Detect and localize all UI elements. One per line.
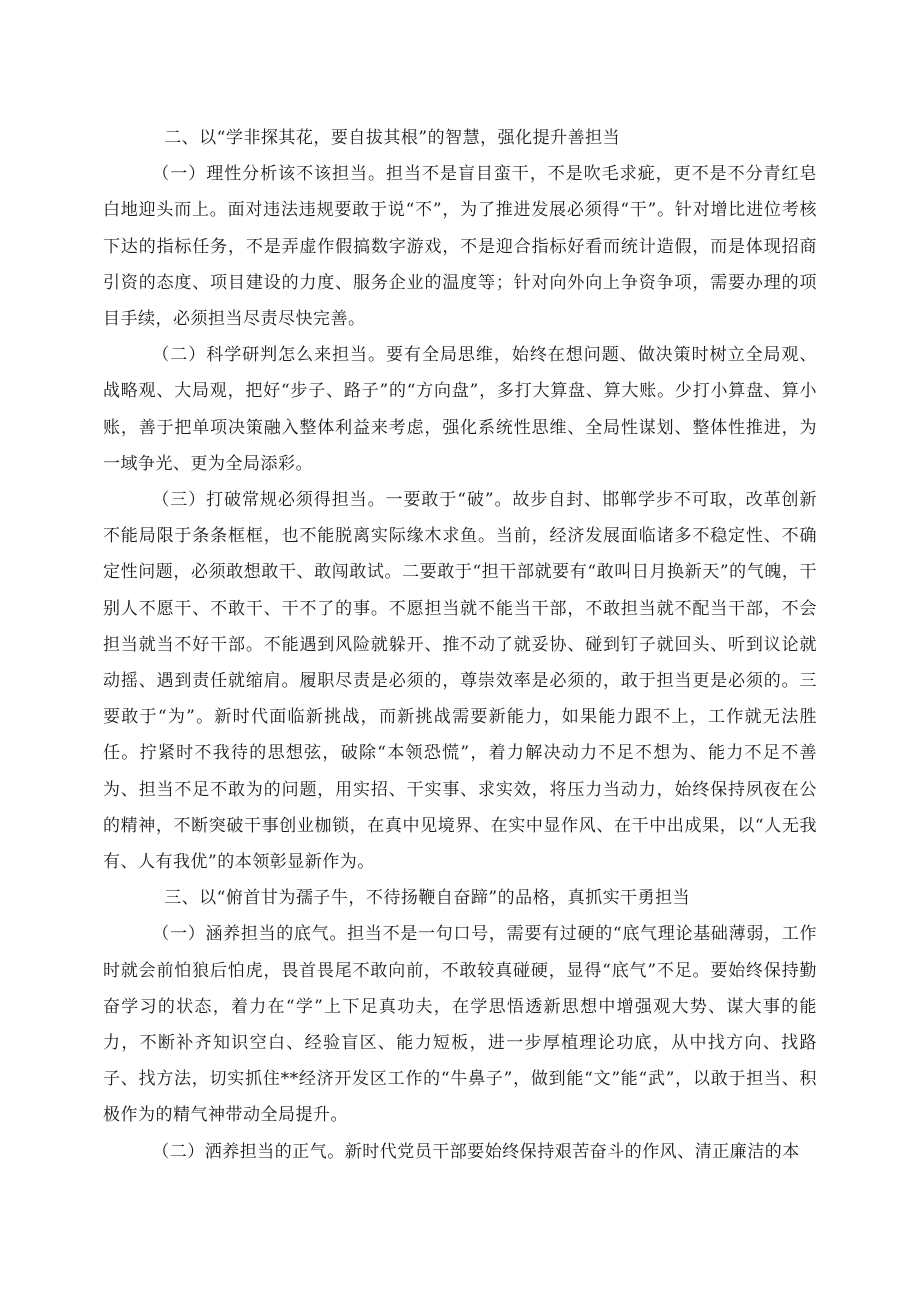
paragraph-2-3: （三）打破常规必须得担当。一要敢于“破”。故步自封、邯郸学步不可取，改革创新不能局限于条条框框，也不能脱离实际缘木求鱼。当前，经济发展面临诸多不稳定性、不确定性问题，必须敢想敢干、敢闯敢试。二要敢于“担干部就要有“敢叫日月换新天”的气魄，干别人不愿干、不敢干、干不了的事。不愿担当就不能当干部，不敢担当就不配当干部，不会担当就当不好干部。不能遇到风险就躲开、推不动了就妥协、碰到钉子就回头、听到议论就动摇、遇到责任就缩肩。履职尽责是必须的，尊崇效率是必须的，敢于担当更是必须的。三要敢于“为”。新时代面临新挑战，而新挑战需要新能力，如果能力跟不上，工作就无法胜任。拧紧时不我待的思想弦，破除“本领恐慌”，着力解决动力不足不想为、能力不足不善为、担当不足不敢为的问题，用实招、干实事、求实效，将压力当动力，始终保持夙夜在公的精神，不断突破干事创业枷锁，在真中见境界、在实中显作风、在干中出成果，以“人无我有、人有我优”的本领彰显新作为。 [103, 490, 817, 873]
paragraph-2-2: （二）科学研判怎么来担当。要有全局思维，始终在想问题、做决策时树立全局观、战略观、大局观，把好“步子、路子”的“方向盘”，多打大算盘、算大账。少打小算盘、算小账，善于把单项决策融入整体利益来考虑，强化系统性思维、全局性谋划、整体性推进，为一域争光、更为全局添彩。 [103, 345, 817, 474]
section-heading-3: 三、以“俯首甘为孺子牛，不待扬鞭自奋蹄”的品格，真抓实干勇担当 [164, 888, 691, 909]
section-heading-2: 二、以“学非探其花，要自拔其根”的智慧，强化提升善担当 [164, 128, 621, 148]
paragraph-3-2: （二）洒养担当的正气。新时代党员干部要始终保持艰苦奋斗的作风、清正廉洁的本 [152, 1141, 800, 1162]
paragraph-3-1: （一）涵养担当的底气。担当不是一句口号，需要有过硬的“底气理论基础薄弱，工作时就会前怕狼后怕虎，畏首畏尾不敢向前，不敢较真碰硬，显得“底气”不足。要始终保持勤奋学习的状态，着力在“学”上下足真功夫，在学思悟透新思想中增强观大势、谋大事的能力，不断补齐知识空白、经验盲区、能力短板，进一步厚植理论功底，从中找方向、找路子、找方法，切实抓住**经济开发区工作的“牛鼻子”，做到能“文”能“武”，以敢于担当、积极作为的精气神带动全局提升。 [103, 924, 817, 1126]
paragraph-2-1: （一）理性分析该不该担当。担当不是盲目蛮干，不是吹毛求疵，更不是不分青红皂白地迎头而上。面对违法违规要敢于说“不”，为了推进发展必须得“干”。针对增比进位考核下达的指标任务，不是弄虚作假搞数字游戏，不是迎合指标好看而统计造假，而是体现招商引资的态度、项目建设的力度、服务企业的温度等；针对向外向上争资争项，需要办理的项目手续，必须担当尽责尽快完善。 [103, 164, 817, 330]
